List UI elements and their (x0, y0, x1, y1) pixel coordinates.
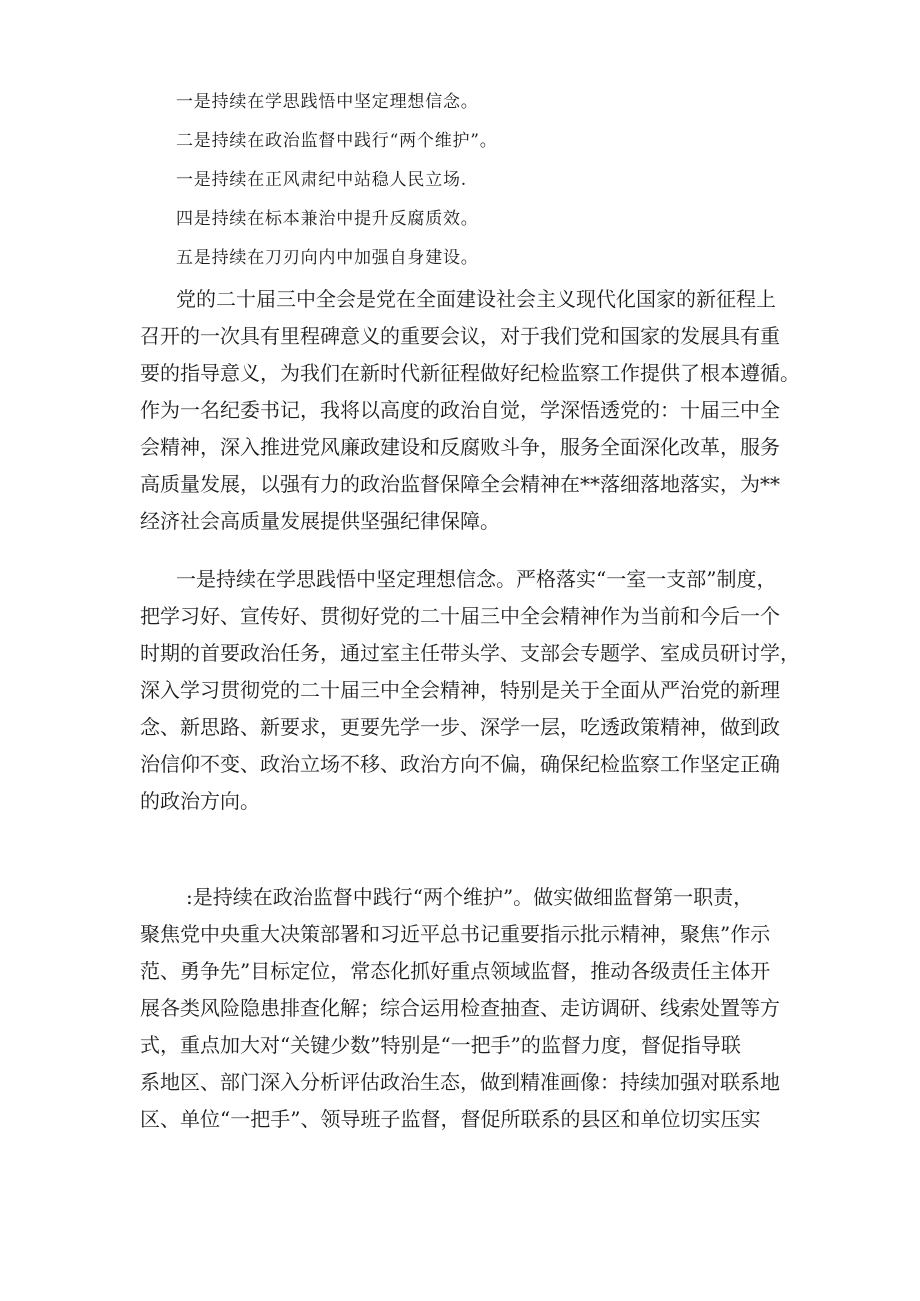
intro-line-5: 会精神，深入推进党风廉政建设和反腐败斗争，服务全面深化改革，服务 (140, 435, 780, 459)
summary-item-4: 四是持续在标本兼治中提升反腐质效。 (176, 209, 479, 229)
section2-line-7: 区、单位“一把手”、领导班子监督，督促所联系的县区和单位切实压实 (140, 1107, 761, 1131)
summary-item-5: 五是持续在刀刃向内中加强自身建设。 (176, 248, 479, 268)
summary-item-1: 一是持续在学思践悟中坚定理想信念。 (176, 92, 479, 112)
section2-line-6: 系地区、部门深入分析评估政治生态，做到精准画像：持续加强对联系地 (140, 1070, 780, 1094)
intro-line-1: 党的二十届三中全会是党在全面建设社会主义现代化国家的新征程上 (176, 287, 776, 311)
summary-item-3: 一是持续在正风肃纪中站稳人民立场. (176, 170, 468, 190)
section2-line-2: 聚焦党中央重大决策部署和习近平总书记重要指示批示精神，聚焦”作示 (140, 922, 771, 946)
section1-line-6: 治信仰不变、政治立场不移、政治方向不偏，确保纪检监察工作坚定正确 (140, 752, 780, 776)
section2-line-1: :是持续在政治监督中践行“两个维护”。做实做细监督第一职责， (186, 885, 754, 909)
section1-line-7: 的政治方向。 (140, 789, 260, 813)
intro-line-6: 高质量发展，以强有力的政治监督保障全会精神在**落细落地落实，为** (140, 472, 780, 496)
section1-line-3: 时期的首要政治任务，通过室主任带头学、支部会专题学、室成员研讨学， (140, 641, 800, 665)
section2-line-3: 范、勇争先”目标定位，常态化抓好重点领域监督，推动各级责任主体开 (140, 959, 771, 983)
section1-line-2: 把学习好、宣传好、贯彻好党的二十届三中全会精神作为当前和今后一个 (140, 604, 780, 628)
section2-line-4: 展各类风险隐患排查化解；综合运用检查抽查、走访调研、线索处置等方 (140, 996, 780, 1020)
summary-item-2: 二是持续在政治监督中践行“两个维护”。 (176, 131, 498, 151)
intro-line-4: 作为一名纪委书记，我将以高度的政治自觉，学深悟透党的：十届三中全 (140, 398, 780, 422)
intro-line-7: 经济社会高质量发展提供坚强纪律保障。 (140, 509, 500, 533)
section1-line-1: 一是持续在学思践悟中坚定理想信念。严格落实“一室一支部”制度， (176, 567, 777, 591)
intro-line-2: 召开的一次具有里程碑意义的重要会议，对于我们党和国家的发展具有重 (140, 324, 780, 348)
section1-line-5: 念、新思路、新要求，更要先学一步、深学一层，吃透政策精神，做到政 (140, 715, 780, 739)
section2-line-5: 式，重点加大对“关键少数”特别是“一把手”的监督力度，督促指导联 (140, 1033, 741, 1057)
section1-line-4: 深入学习贯彻党的二十届三中全会精神，特别是关于全面从严治党的新理 (140, 678, 780, 702)
intro-line-3: 要的指导意义，为我们在新时代新征程做好纪检监察工作提供了根本遵循。 (140, 361, 800, 385)
